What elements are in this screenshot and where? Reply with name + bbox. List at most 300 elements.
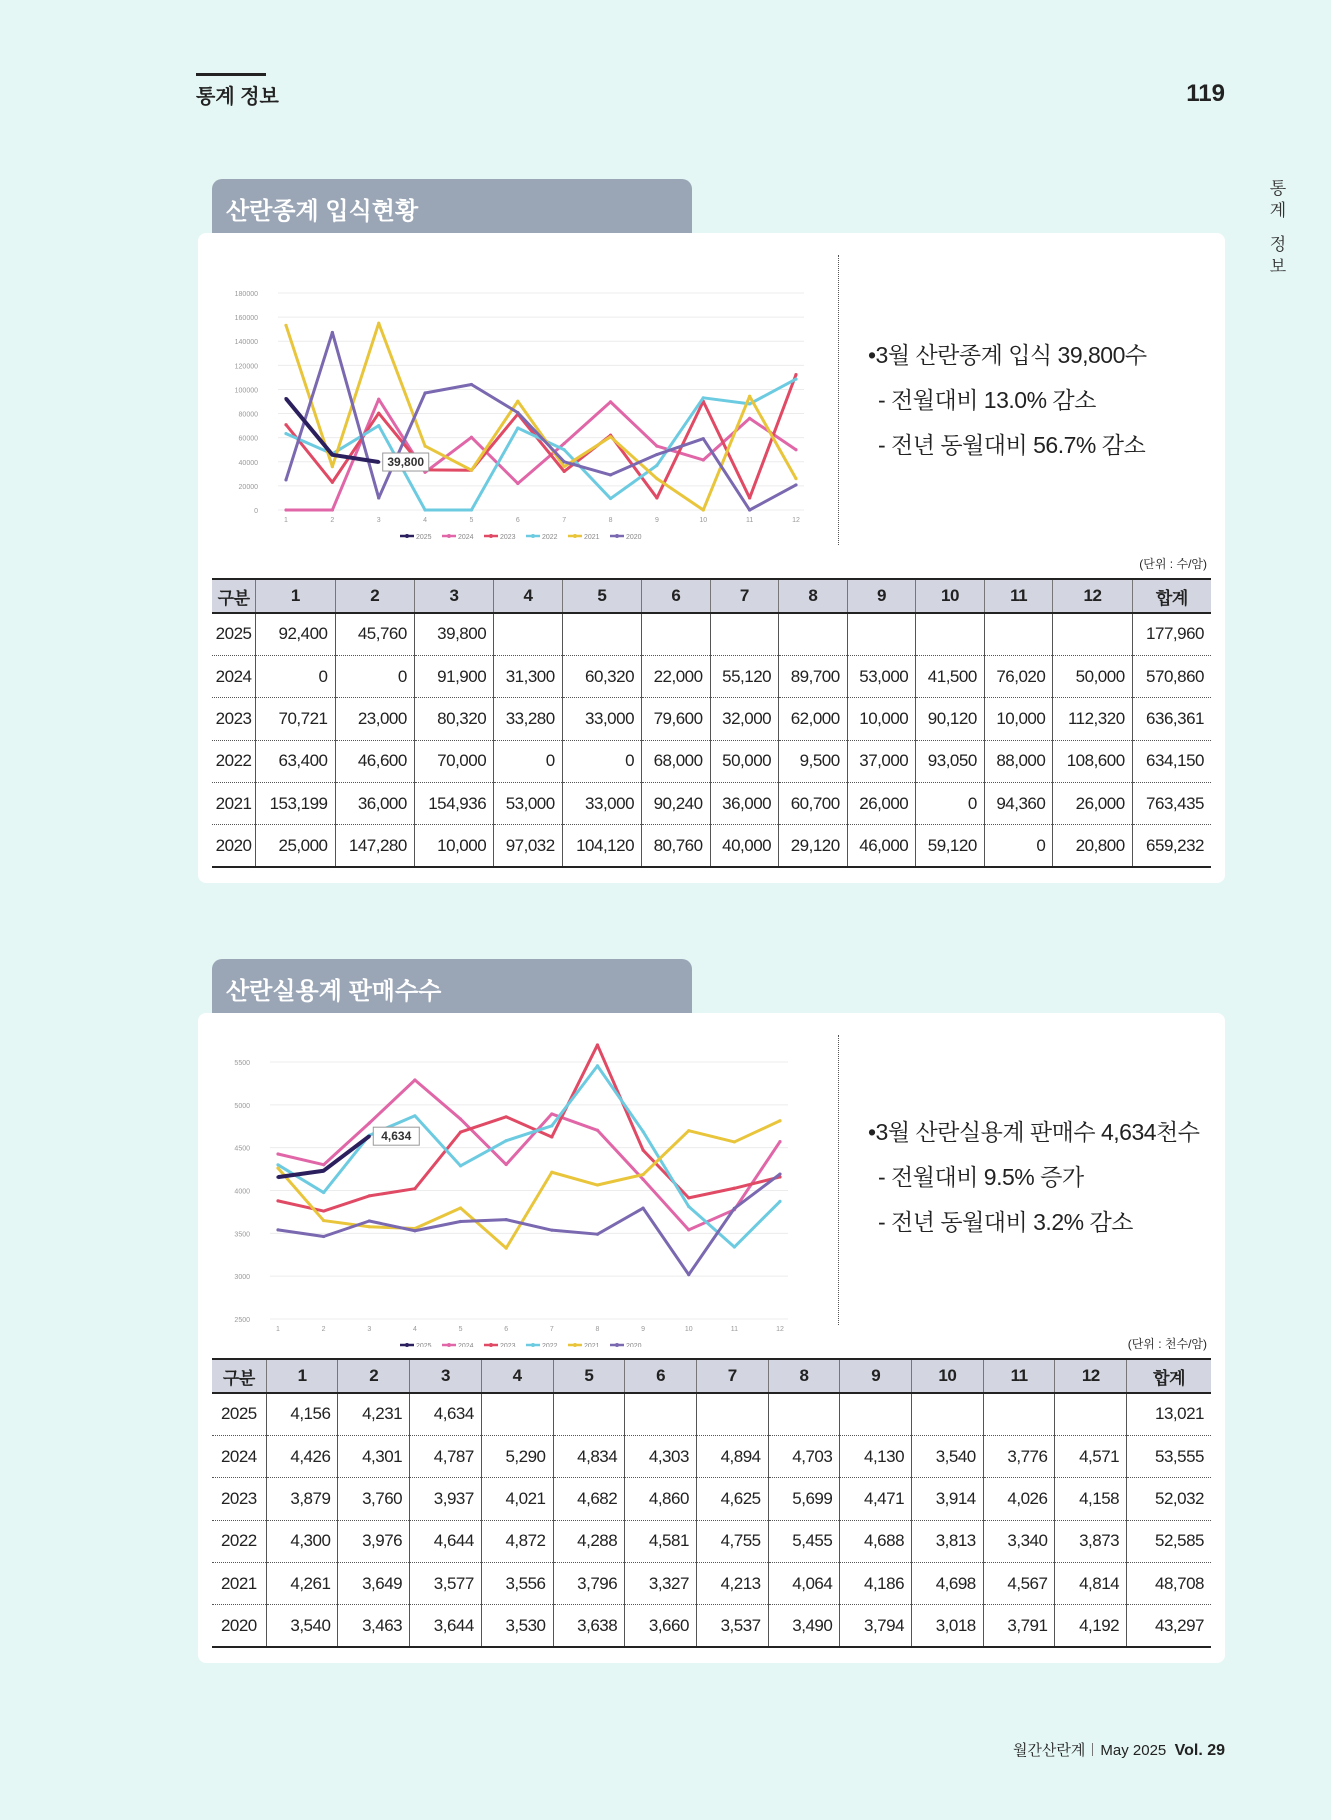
table-header-cell: 7 [710,579,779,613]
data-point-2021 [505,1247,508,1250]
x-tick-label: 11 [730,1326,739,1333]
table-cell: 29,120 [779,825,848,867]
series-line-2021 [286,323,796,510]
table-cell: 36,000 [335,783,414,825]
table-cell: 46,000 [847,825,916,867]
table-row [212,698,1211,740]
table-cell: 4,300 [266,1520,338,1562]
legend-label: 2023 [500,534,516,541]
x-tick-label: 1 [284,517,288,524]
table-cell: 108,600 [1053,740,1132,782]
table-cell: 763,435 [1132,783,1211,825]
table-header-cell: 12 [1053,579,1132,613]
table-cell: 3,577 [410,1563,482,1605]
data-point-2022 [459,1164,462,1167]
table-cell: 59,120 [916,825,985,867]
y-tick-label: 160000 [234,315,258,323]
table-cell: 53,555 [1127,1435,1211,1477]
table-cell: 3,638 [553,1605,625,1647]
data-point-2023 [368,1194,371,1197]
legend-marker [489,1343,493,1347]
table-cell [983,1393,1055,1435]
table-header-cell: 합계 [1153,1368,1185,1388]
data-point-2022 [470,508,473,511]
data-point-2024 [794,448,797,451]
table-cell: 4,186 [840,1563,912,1605]
table-cell: 4,581 [625,1520,697,1562]
series-line-2023 [278,1045,780,1211]
table-cell: 97,032 [494,825,563,867]
table-cell: 3,490 [768,1605,840,1647]
section1-table [212,578,1211,868]
table-cell [768,1393,840,1435]
data-point-2022 [563,448,566,451]
footer-magazine: 월간산란계 [1012,1742,1086,1759]
table-cell: 3,660 [625,1605,697,1647]
table-cell: 3,644 [410,1605,482,1647]
table-cell: 93,050 [916,740,985,782]
table-cell: 4,688 [840,1520,912,1562]
x-tick-label: 5 [458,1326,463,1333]
table-cell [779,613,848,655]
legend-marker [531,1343,535,1347]
y-tick-label: 2500 [234,1317,250,1324]
table-cell: 3,879 [266,1478,338,1520]
table-cell [847,613,916,655]
table-cell: 53,000 [847,655,916,697]
x-tick-label: 11 [745,517,754,524]
data-point-2024 [368,1121,371,1124]
table-cell: 3,340 [983,1520,1055,1562]
data-point-2021 [748,395,751,398]
section2-divider [838,1035,839,1325]
table-header-cell: 5 [562,579,641,613]
table-cell: 4,698 [912,1563,984,1605]
data-point-2024 [516,482,519,485]
table-cell: 0 [916,783,985,825]
x-tick-label: 12 [792,517,800,524]
data-point-2022 [423,508,426,511]
table-cell: 2025 [212,1393,266,1435]
table-cell: 70,000 [414,740,493,782]
table-cell: 634,150 [1132,740,1211,782]
chart-legend [400,534,642,541]
x-tick-label: 1 [276,1326,280,1333]
data-point-2022 [550,1124,553,1127]
table-cell: 3,649 [338,1563,410,1605]
table-header-row [212,579,1211,613]
data-point-2020 [687,1273,690,1276]
data-point-2024 [748,417,751,420]
table-cell: 50,000 [710,740,779,782]
table-cell: 4,130 [840,1435,912,1477]
table-cell: 31,300 [494,655,563,697]
data-point-2024 [505,1163,508,1166]
data-point-2023 [413,1187,416,1190]
data-point-2022 [284,432,287,435]
table-cell [494,613,563,655]
y-tick-label: 40000 [238,459,258,467]
legend-marker [405,1343,409,1347]
legend-label: 2021 [584,534,600,541]
table-row [212,825,1211,867]
data-point-2021 [733,1140,736,1143]
y-tick-label: 100000 [234,387,258,395]
summary-line: •3월 산란실용계 판매수 4,634천수 [868,1119,1200,1145]
table-cell: 3,813 [912,1520,984,1562]
table-cell: 90,240 [642,783,711,825]
table-cell: 2023 [212,698,256,740]
table-header-cell: 11 [983,1359,1055,1393]
table-cell: 0 [562,740,641,782]
data-point-2022 [655,464,658,467]
table-cell: 3,463 [338,1605,410,1647]
table-cell: 90,120 [916,698,985,740]
table-cell [562,613,641,655]
y-tick-label: 140000 [234,339,258,347]
data-point-2020 [284,478,287,481]
table-cell: 33,000 [562,783,641,825]
table-cell: 4,682 [553,1478,625,1520]
table-cell: 4,571 [1055,1435,1127,1477]
table-cell: 26,000 [1053,783,1132,825]
data-point-2024 [655,445,658,448]
table-cell: 88,000 [984,740,1053,782]
data-point-2024 [413,1078,416,1081]
table-cell: 48,708 [1127,1563,1211,1605]
data-point-2021 [596,1183,599,1186]
table-cell: 89,700 [779,655,848,697]
data-point-2022 [641,1130,644,1133]
legend-marker [615,534,619,538]
table-header-cell: 8 [768,1359,840,1393]
legend-label: 2024 [458,534,474,541]
table-cell: 4,261 [266,1563,338,1605]
legend-marker [489,534,493,538]
table-header-cell: 2 [338,1359,410,1393]
table-cell [1053,613,1132,655]
data-point-2020 [655,453,658,456]
data-point-2025 [284,397,287,400]
table-row [212,1520,1211,1562]
data-point-2023 [563,470,566,473]
section1-summary [868,333,1147,468]
table-header-row [212,1359,1211,1393]
legend-marker [573,1343,577,1347]
table-cell: 76,020 [984,655,1053,697]
data-point-2021 [794,477,797,480]
table-header-cell: 9 [840,1359,912,1393]
table-cell: 25,000 [256,825,335,867]
table-cell: 4,625 [696,1478,768,1520]
table-cell: 2022 [212,740,256,782]
data-point-2021 [609,435,612,438]
data-point-2020 [516,411,519,414]
data-point-2020 [423,391,426,394]
section1-unit: (단위 : 수/암) [1139,557,1207,571]
table-cell: 2021 [212,783,256,825]
section2-panel [198,1013,1225,1663]
table-cell: 10,000 [847,698,916,740]
section-label: 통계 정보 [196,86,279,108]
table-cell: 70,721 [256,698,335,740]
footer-separator [1092,1743,1093,1756]
data-point-2021 [470,469,473,472]
section1-panel [198,233,1225,883]
data-point-2023 [331,481,334,484]
data-point-2023 [322,1209,325,1212]
x-tick-label: 6 [504,1326,509,1333]
table-cell: 3,327 [625,1563,697,1605]
table-cell: 23,000 [335,698,414,740]
table-cell: 5,699 [768,1478,840,1520]
data-point-2022 [377,424,380,427]
table-cell: 55,120 [710,655,779,697]
data-point-2020 [733,1207,736,1210]
data-point-2021 [276,1167,279,1170]
data-point-2021 [284,324,287,327]
table-cell: 43,297 [1127,1605,1211,1647]
y-tick-label: 5000 [234,1102,250,1110]
table-cell [840,1393,912,1435]
table-row [212,1435,1211,1477]
table-row [212,613,1211,655]
table-header-cell: 10 [912,1359,984,1393]
table-cell [912,1393,984,1435]
table-cell: 570,860 [1132,655,1211,697]
table-cell: 3,776 [983,1435,1055,1477]
data-point-2024 [778,1140,781,1143]
table-header-cell: 구분 [212,1359,266,1393]
data-point-2022 [413,1114,416,1117]
annotation-label: 4,634 [381,1129,412,1144]
data-point-2022 [596,1064,599,1067]
section2-chart [210,1027,820,1347]
table-cell: 0 [335,655,414,697]
table-header-cell: 1 [256,579,335,613]
table-header-cell: 구분 [212,579,256,613]
data-point-2020 [641,1207,644,1210]
data-point-2024 [702,458,705,461]
table-cell: 4,703 [768,1435,840,1477]
table-cell: 41,500 [916,655,985,697]
data-point-2020 [470,383,473,386]
legend-label: 2020 [626,534,642,541]
data-point-2020 [748,508,751,511]
table-cell [625,1393,697,1435]
table-cell: 37,000 [847,740,916,782]
table-cell: 5,290 [481,1435,553,1477]
table-cell: 4,814 [1055,1563,1127,1605]
series-line-2022 [278,1066,780,1247]
data-point-2023 [505,1115,508,1118]
data-point-2024 [550,1112,553,1115]
table-cell: 94,360 [984,783,1053,825]
table-cell: 4,894 [696,1435,768,1477]
summary-line: •3월 산란종계 입식 39,800수 [868,342,1147,368]
table-cell: 3,537 [696,1605,768,1647]
x-tick-label: 10 [699,517,708,524]
table-cell: 2022 [212,1520,266,1562]
table-header-cell: 10 [916,579,985,613]
x-tick-label: 12 [776,1326,784,1333]
table-cell: 46,600 [335,740,414,782]
data-point-2021 [368,1225,371,1228]
x-tick-label: 7 [562,517,567,524]
data-point-2023 [733,1187,736,1190]
table-cell: 4,026 [983,1478,1055,1520]
y-tick-label: 3500 [234,1231,250,1239]
table-cell: 4,213 [696,1563,768,1605]
data-point-2022 [505,1139,508,1142]
table-cell: 3,791 [983,1605,1055,1647]
table-cell: 20,800 [1053,825,1132,867]
data-point-2025 [322,1169,325,1172]
data-point-2021 [331,465,334,468]
data-point-2024 [596,1129,599,1132]
data-point-2020 [550,1229,553,1232]
table-cell: 33,000 [562,698,641,740]
data-point-2021 [687,1129,690,1132]
data-point-2024 [377,398,380,401]
x-tick-label: 4 [423,517,428,524]
data-point-2021 [377,322,380,325]
table-cell: 4,644 [410,1520,482,1562]
table-cell: 2020 [212,825,256,867]
table-cell [984,613,1053,655]
table-cell: 53,000 [494,783,563,825]
y-tick-label: 80000 [238,411,258,419]
table-cell [1055,1393,1127,1435]
summary-line: - 전월대비 13.0% 감소 [878,387,1096,413]
legend-label: 2022 [542,1343,558,1347]
data-point-2021 [322,1219,325,1222]
data-point-2020 [368,1219,371,1222]
data-point-2022 [733,1245,736,1248]
y-tick-label: 0 [254,508,258,515]
y-tick-label: 60000 [238,435,258,443]
table-row [212,740,1211,782]
table-cell: 2023 [212,1478,266,1520]
legend-marker [447,1343,451,1347]
table-header-cell: 3 [414,579,493,613]
table-cell: 0 [984,825,1053,867]
table-cell: 2025 [212,613,256,655]
table-cell: 3,530 [481,1605,553,1647]
series-line-2024 [286,399,796,510]
annotation-label: 39,800 [387,455,425,470]
table-header-cell: 12 [1055,1359,1127,1393]
legend-marker [405,534,409,538]
x-tick-label: 5 [469,517,474,524]
y-tick-label: 4500 [234,1145,250,1153]
data-point-2020 [702,437,705,440]
x-tick-label: 3 [376,517,381,524]
table-cell: 112,320 [1053,698,1132,740]
legend-label: 2025 [416,1343,432,1347]
table-cell: 0 [494,740,563,782]
y-tick-label: 120000 [234,363,258,371]
table-cell: 39,800 [414,613,493,655]
y-tick-label: 20000 [238,483,258,491]
table-cell: 60,700 [779,783,848,825]
data-point-2024 [687,1228,690,1231]
table-cell: 4,288 [553,1520,625,1562]
table-cell: 33,280 [494,698,563,740]
y-tick-label: 5500 [234,1060,250,1067]
table-cell [553,1393,625,1435]
table-cell: 13,021 [1127,1393,1211,1435]
legend-marker [531,534,535,538]
y-tick-label: 180000 [234,291,258,298]
table-cell: 177,960 [1132,613,1211,655]
side-tab-char: 정 [1269,235,1287,254]
data-point-2020 [459,1220,462,1223]
table-header-cell: 3 [410,1359,482,1393]
table-cell: 80,760 [642,825,711,867]
legend-label: 2022 [542,534,558,541]
data-point-2023 [596,1043,599,1046]
y-tick-label: 4000 [234,1188,250,1196]
table-row [212,783,1211,825]
table-cell: 659,232 [1132,825,1211,867]
section1-chart [210,247,820,567]
data-point-2021 [423,445,426,448]
data-point-2021 [778,1119,781,1122]
data-point-2023 [641,1149,644,1152]
table-cell: 154,936 [414,783,493,825]
footer [1013,1739,1225,1760]
section2-title: 산란실용계 판매수수 [212,959,692,1013]
x-tick-label: 2 [321,1326,326,1333]
table-cell: 50,000 [1053,655,1132,697]
table-cell: 3,540 [912,1435,984,1477]
table-cell: 2024 [212,655,256,697]
data-point-2023 [284,423,287,426]
chart-legend [400,1343,642,1347]
x-tick-label: 10 [684,1326,693,1333]
table-cell: 80,320 [414,698,493,740]
data-point-2022 [778,1200,781,1203]
table-cell: 0 [256,655,335,697]
footer-issue: May 2025 [1100,1742,1167,1759]
data-point-2020 [331,331,334,334]
data-point-2024 [641,1178,644,1181]
data-point-2022 [322,1191,325,1194]
data-point-2021 [655,477,658,480]
table-cell: 32,000 [710,698,779,740]
table-cell: 4,755 [696,1520,768,1562]
section1-divider [838,255,839,545]
table-header-cell: 5 [553,1359,625,1393]
table-cell: 3,760 [338,1478,410,1520]
data-point-2022 [609,497,612,500]
table-cell: 10,000 [984,698,1053,740]
table-header-cell: 8 [779,579,848,613]
data-point-2023 [687,1196,690,1199]
table-cell: 3,937 [410,1478,482,1520]
data-point-2023 [377,412,380,415]
legend-label: 2020 [626,1343,642,1347]
table-cell [642,613,711,655]
data-point-2024 [563,442,566,445]
data-point-2023 [459,1130,462,1133]
table-cell: 3,540 [266,1605,338,1647]
table-row [212,1605,1211,1647]
x-tick-label: 3 [367,1326,372,1333]
table-cell: 636,361 [1132,698,1211,740]
table-cell: 5,455 [768,1520,840,1562]
